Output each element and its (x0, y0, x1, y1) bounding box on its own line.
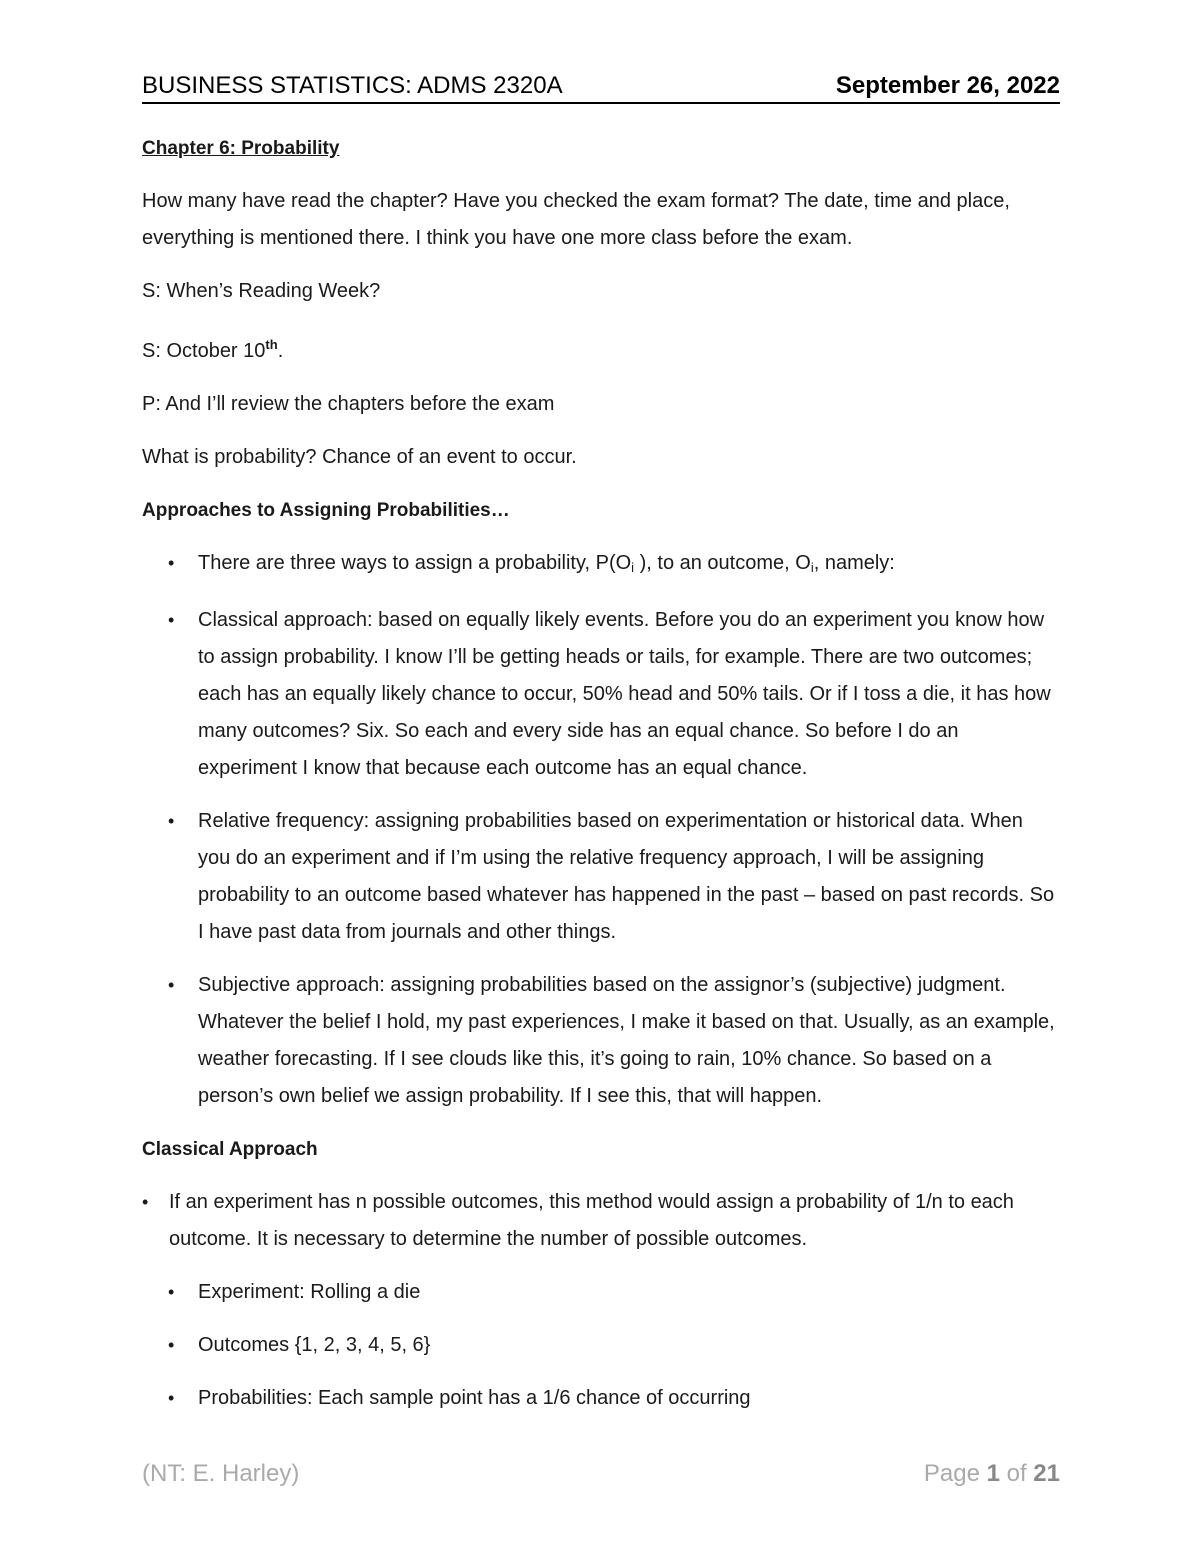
list-item-text: Classical approach: based on equally likely events. Before you do an experiment you know how to assign probability. I know I’ll be getting heads or tails, for example. There are two outcomes; each has an equally likely chance to occur, 50% head and 50% tails. Or if I toss a die, it has how many outcomes? Six. So each and every side has an equal chance. So before I do an experiment I know that because each outcome has an equal chance. (198, 609, 1051, 779)
note-taker: (NT: E. Harley) (142, 1460, 300, 1487)
list-item (142, 967, 1060, 1115)
list-item (142, 1274, 1060, 1311)
probability-definition: What is probability? Chance of an event to occur. (142, 446, 577, 468)
bullet-icon: • (168, 553, 175, 573)
dialogue-line-2 (142, 326, 1060, 370)
classical-list (142, 1184, 1060, 1258)
course-title: BUSINESS STATISTICS: ADMS 2320A (142, 72, 563, 99)
bullet-icon: • (168, 610, 175, 630)
document-page (142, 0, 1060, 1553)
page-header (142, 70, 1060, 104)
bullet-icon: • (168, 1388, 175, 1408)
subscript-i: i (810, 560, 814, 575)
dialogue-line-3: P: And I’ll review the chapters before the exam (142, 393, 555, 415)
bullet-icon: • (168, 811, 175, 831)
list-item-text: Probabilities: Each sample point has a 1/6 chance of occurring (198, 1387, 751, 1409)
intro-paragraph: How many have read the chapter? Have you checked the exam format? The date, time and place, everything is mentioned there. I think you have one more class before the exam. (142, 190, 1010, 249)
list-item (142, 803, 1060, 951)
approaches-list (142, 545, 1060, 1115)
document-body (142, 130, 1060, 1433)
list-item (142, 1184, 1060, 1258)
dialogue-line-1: S: When’s Reading Week? (142, 280, 381, 302)
page-label: Page (923, 1460, 987, 1487)
lecture-date: September 26, 2022 (835, 72, 1060, 99)
dialogue-line-2-end: . (277, 340, 284, 362)
list-item-text: Experiment: Rolling a die (198, 1281, 421, 1303)
dialogue-line-2-text: S: October 10 (142, 340, 266, 362)
list-item (142, 545, 1060, 586)
approaches-heading: Approaches to Assigning Probabilities… (142, 500, 510, 521)
list-item-text: Outcomes {1, 2, 3, 4, 5, 6} (198, 1334, 431, 1356)
total-pages: 21 (1033, 1460, 1060, 1487)
list-item-text: , namely: (813, 552, 895, 574)
list-item-text: Relative frequency: assigning probabilities based on experimentation or historical data. When you do an experiment and if I’m using the relative frequency approach, I will be assigning probability to an outcome based whatever has happened in the past – based on past records. So I have past data from journals and other things. (198, 810, 1055, 943)
page-number (924, 1460, 1060, 1488)
list-item-text: Subjective approach: assigning probabilities based on the assignor’s (subjective) judgment. Whatever the belief I hold, my past experiences, I make it based on that. Usually, as an example, weather forecasting. If I see clouds like this, it’s going to rain, 10% chance. So based on a person’s own belief we assign probability. If I see this, that will happen. (198, 974, 1055, 1107)
list-item (142, 1380, 1060, 1417)
bullet-icon: • (168, 1335, 175, 1355)
bullet-icon: • (168, 975, 175, 995)
list-item-text: If an experiment has n possible outcomes, this method would assign a probability of 1/n to each outcome. It is necessary to determine the number of possible outcomes. (169, 1191, 1014, 1250)
current-page: 1 (986, 1460, 1000, 1487)
list-item (142, 602, 1060, 787)
bullet-icon: • (142, 1192, 149, 1212)
page-footer (142, 1460, 1060, 1488)
page-of-label: of (999, 1460, 1034, 1487)
classical-sublist (142, 1274, 1060, 1417)
list-item (142, 1327, 1060, 1364)
chapter-title: Chapter 6: Probability (142, 138, 340, 159)
list-item-text: ), to an outcome, O (634, 552, 811, 574)
bullet-icon: • (168, 1282, 175, 1302)
subscript-i: i (631, 560, 635, 575)
ordinal-suffix: th (265, 337, 278, 352)
classical-heading: Classical Approach (142, 1139, 318, 1160)
list-item-text: There are three ways to assign a probability, P(O (198, 552, 632, 574)
